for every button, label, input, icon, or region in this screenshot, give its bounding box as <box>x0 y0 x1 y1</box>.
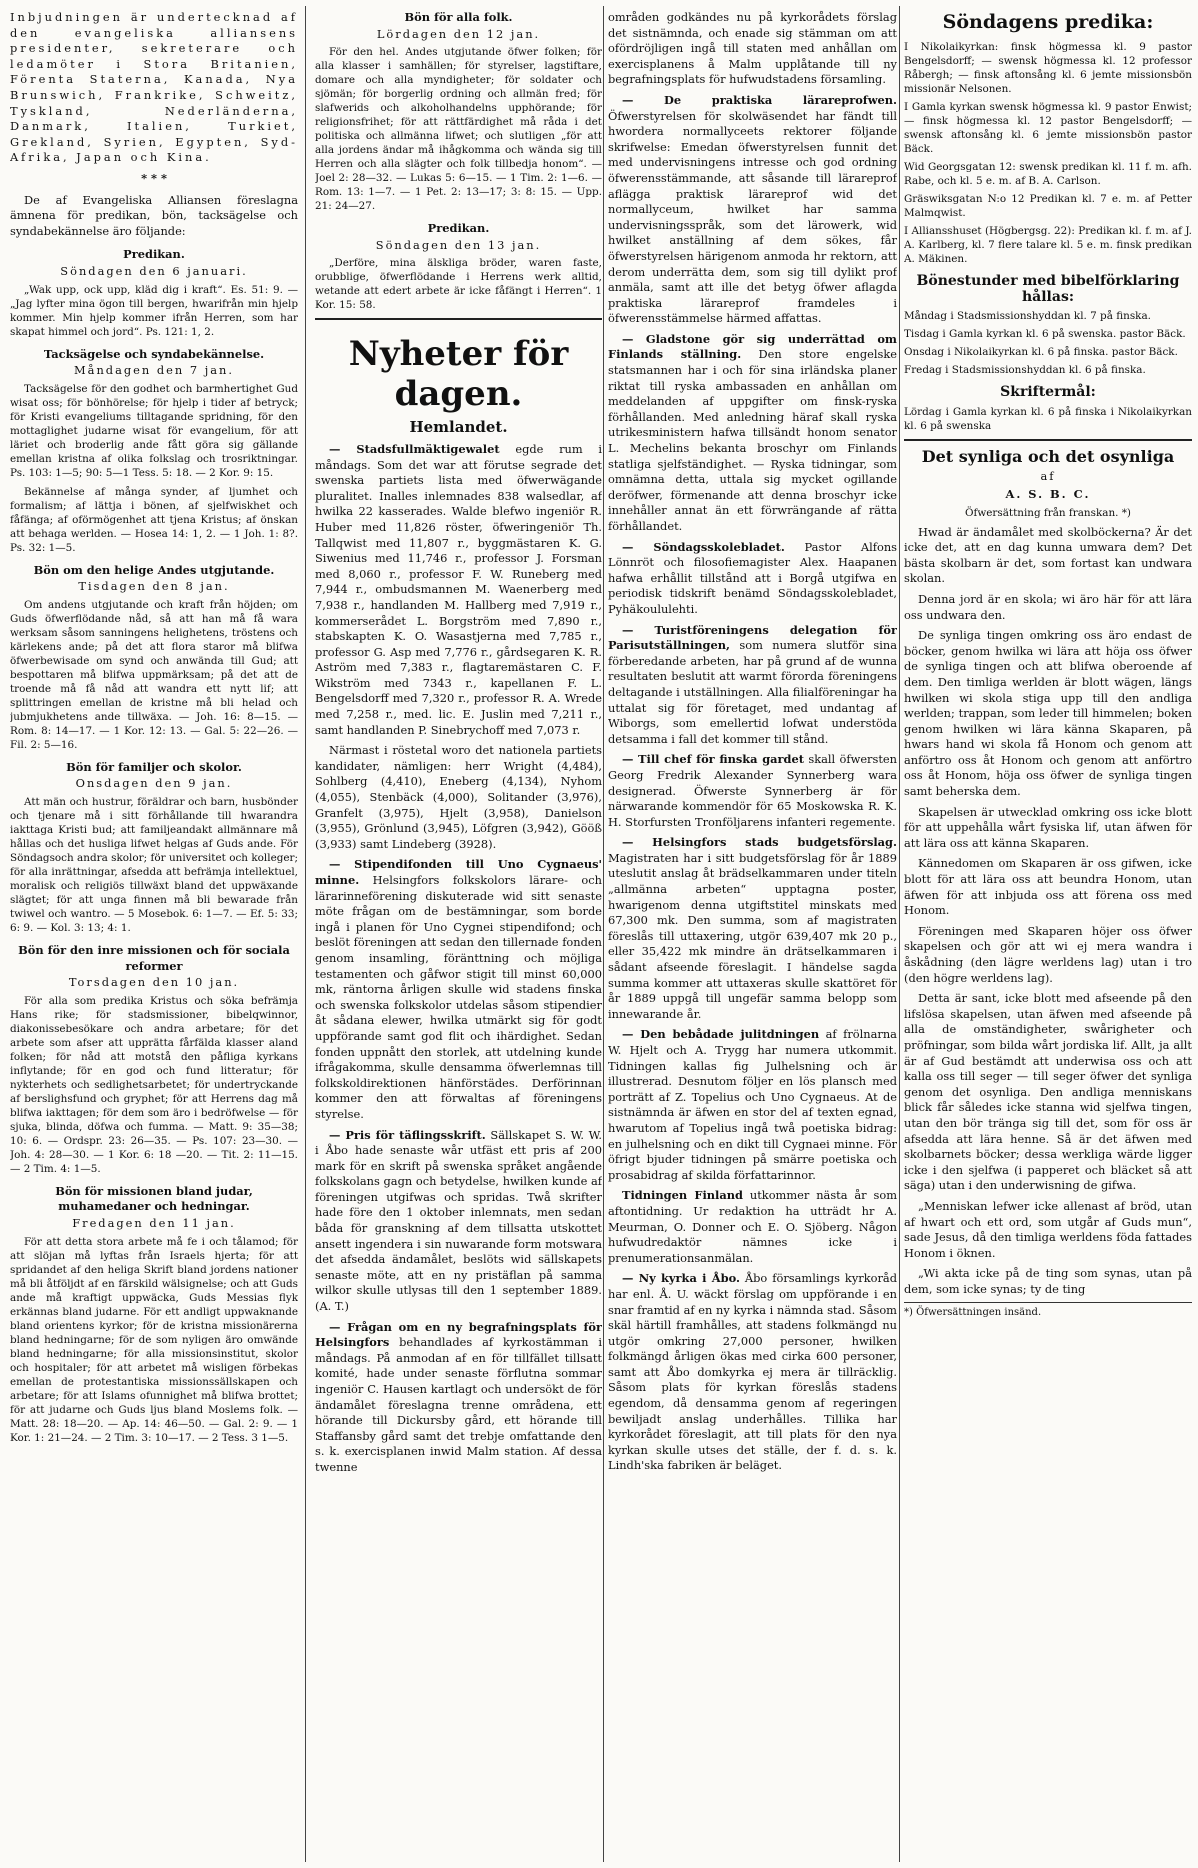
news-headline: Tidningen Finland <box>622 1188 744 1203</box>
news-text: egde rum i måndags. Som det war att förutse segrade det swenska partiets lista med öfwerwägande pluralitet. Inalles inlemnades 838 walsedlar, af hwilka 22 kasserades. Walde blefwo ingeniör R. Huber med 11,826 röster, öfweringeniör Th. Tallqwist med 11,807 r., byggmästaren K. G. Siwenius med 11,746 r., professor J. Forsman med 8,060 r., professor F. W. Runeberg med 7,944 r., ombudsmannen M. Waenerberg med 7,938 r., handlanden M. Hallberg med 7,919 r., kommerserådet L. Borgström med 7,890 r., stabskapten K. O. Wasastjerna med 7,785 r., professor G. Asp med 7,776 r., gårdsegaren K. R. Aström med 7,383 r., flagtaremästaren C. F. Wikström med 7343 r., kapellanen F. L. Bengelsdorff med 7,320 r., professor R. A. Wrede med 7,258 r., med. lic. E. Juslin med 7,211 r., samt handlanden P. Sinebrychoff med 7,073 r. <box>315 441 602 737</box>
article-paragraph: Föreningen med Skaparen höjer oss öfwer skapelsen och gör att wi ej mera wandra i åskådning (den lägre werldens lag) utan i tro (den högre werldens lag). <box>904 923 1192 985</box>
column-rule <box>603 6 604 1862</box>
date-line: Söndagen den 6 januari. <box>60 263 248 278</box>
paragraph: Om andens utgjutande och kraft från höjden; om Guds öfwerflödande nåd, så att han må få wara werksam såsom sanningens helighetens, tröstens och kärlekens ande; på det att flora staror må blifwa öfwerbewisade om synd och anwända till Gud; att bespottaren må blifwa uppmärksam; på det att de troende må få nåd att wandra ett nytt lif; att splittringen emellan de kristne må bli helad och jubmjukhetens ande tillwäxa. — Joh. 16: 8—15. — Rom. 8: 14—17. — 1 Kor. 12: 13. — Gal. 5: 22—26. — Fil. 2: 5—16. <box>10 598 298 751</box>
lead-paragraph: De af Evangeliska Alliansen föreslagna ämnena för predikan, bön, tacksägelse och syndabekännelse äro följande: <box>10 192 298 238</box>
date-line: Söndagen den 13 jan. <box>375 237 542 252</box>
prayer-listing: Tisdag i Gamla kyrkan kl. 6 på swenska. pastor Bäck. <box>904 328 1186 341</box>
column-1 <box>10 10 298 1860</box>
date-line: Måndagen den 7 jan. <box>74 363 234 378</box>
news-headline: — Pris för täflingsskrift. <box>329 1127 486 1142</box>
heading-familjer: Bön för familjer och skolor. <box>66 759 242 774</box>
paragraph: Bekännelse af många synder, af ljumhet och formalism; af lättja i bönen, af sjelfwiskhet och fåfänga; af oförmögenhet att tjena Kristus; af önskan att behaga werlden. — Hosea 14: 1, 2. — 1 Joh. 1: 8?. Ps. 32: 1—5. <box>10 485 298 554</box>
divider <box>315 318 602 320</box>
heading-predikan: Predikan. <box>123 247 185 262</box>
sermon-listing: I Gamla kyrkan swensk högmessa kl. 9 pastor Enwist; — finsk högmessa kl. 12 pastor Bengelsdorff; — swensk aftonsång kl. 6 jemte missionsbön pastor Bäck. <box>904 101 1192 155</box>
news-headline: — Ny kyrka i Åbo. <box>622 1271 740 1286</box>
column-rule <box>305 6 306 1862</box>
paragraph: För den hel. Andes utgjutande öfwer folken; för alla klasser i samhällen; för styrelser, lagstiftare, domare och alla myndigheter; för soldater och sjömän; för borgerlig ordning och allmän fred; för slafwerids och alkoholhandelns upphörande; för religionsfrihet; för att rättfärdighet må råda i det politiska och allmänna lifwet; och slutligen „för att alla jordens ändar må ihågkomma och wända sig till Herren och alla slägter och folk tillbedja honom“. — Joel 2: 28—32. — Lukas 5: 6—15. — 1 Tim. 2: 1—6. — Rom. 13: 1—7. — 1 Pet. 2: 13—17; 3: 8: 15. — Upp. 21: 24—27. <box>315 46 602 213</box>
column-2 <box>315 10 602 1860</box>
article-paragraph: „Menniskan lefwer icke allenast af bröd, utan af hwart och ett ord, som utgår af Guds mun“, sade Jesus, då den timliga werldens föda fattades Honom i öknen. <box>904 1198 1192 1260</box>
news-text: behandlades af kyrkostämman i måndags. På anmodan af en för tillfället tillsatt komité, hade under senaste förflutna sommar ingeniör C. Hausen kartlagt och undersökt de för ändamålet föreslagna trenne områdena, ett hörande till Dickursby gård, ett hörande till Staffansby gård samt det trebje omfattande den s. k. exercisplanen inwid Malm station. Af dessa twenne <box>315 1335 602 1474</box>
news-text: af frölnarna W. Hjelt och A. Trygg har numera utkommit. Tidningen kallas fig Julhelsning och är illustrerad. Desnutom följer en lös plansch med porträtt af Z. Topelius och Uno Cygnaeus. At de sistnämnda är äfwen en stor del af texten egnad, hwarutom af Topelius ingå twå poetiska bidrag: en julhelsning och en dikt till Cygnaei minne. För öfrigt bjuder tidningen på smärre poetiska och prosabidrag af skilda författarinnor. <box>608 1027 897 1182</box>
section-title: Hemlandet. <box>409 418 508 437</box>
scripture-text: „Wak upp, ock upp, kläd dig i kraft“. Es. 51: 9. — „Jag lyfter mina ögon till bergen, hwarifrån min hjelp kommer. Min hjelp kommer ifrån Herren, som har skapat himmel och jord“. Ps. 121: 1, 2. <box>10 283 298 338</box>
section-stars: * * * <box>141 170 167 185</box>
news-text: områden godkändes nu på kyrkorådets förslag det sistnämnda, och enade sig stämman om att ofördröjligen ingå till staten med anhållan om exercisplanens å Malm upplåtande till ny begrafningsplats för hufwudstadens församling. <box>608 10 897 87</box>
column-4 <box>904 10 1192 1860</box>
date-line: Lördagen den 12 jan. <box>376 26 541 41</box>
news-headline: — Turistföreningens delegation för Parisutställningen, <box>608 622 897 653</box>
article-author: A. S. B. C. <box>1005 487 1091 502</box>
news-text: Sällskapet S. W. W. i Åbo hade senaste wår utfäst ett pris af 200 mark för en skrift på swenska språket angående folkskolans gagn och betydelse, hwilken kunde af föreningen utgifwas och spridas. Twå skrifter hade före den 1 oktober inlemnats, men sedan båda för granskning af dem tillsatta utskottet ansett ingendera i sin nuwarande form motswara det afsedda ändamålet, beslöts wid sällskapets senaste möte, att en ny pristäflan på samma wilkor skulle utlysas till den 1 september 1889. (A. T.) <box>315 1127 602 1314</box>
sermon-listing: I Alliansshuset (Högbergsg. 22): Predikan kl. f. m. af J. A. Karlberg, kl. 7 flere talare kl. 5 e. m. finsk predikan A. Mäkinen. <box>904 225 1192 265</box>
article-note: Öfwersättning från franskan. *) <box>965 506 1131 519</box>
article-paragraph: Skapelsen är utwecklad omkring oss icke blott för att uppehålla wårt fysiska lif, utan äfwen för att lära oss att känna Skaparen. <box>904 804 1192 850</box>
news-text: Magistraten har i sitt budgetsförslag för år 1889 uteslutit anslag åt brädselkammaren under titeln „allmänna arbeten“ upptagna poster, hwarigenom denna utgiftstitel minskats med 67,300 mk. Den summa, som af magistraten föreslås till uttaxering, utgör 639,407 mk 20 p., eller 35,422 mk mindre än drätselkammaren i sådant afseende föreslagit. I händelse sagda summa kommer att uttaxeras skulle skattöret för år 1889 uppgå till ungefär samma belopp som innewarande år. <box>608 850 897 1021</box>
heading-helige-ande: Bön om den helige Andes utgjutande. <box>33 562 275 577</box>
article-paragraph: Denna jord är en skola; wi äro här för att lära oss undwara den. <box>904 591 1192 622</box>
news-headline: — Söndagsskolebladet. <box>622 539 785 554</box>
article-paragraph: Kännedomen om Skaparen är oss gifwen, icke blott för att lära oss att beundra Honom, utan äfwen för att inbjuda oss att förena oss med Honom. <box>904 856 1192 918</box>
article-paragraph: De synliga tingen omkring oss äro endast de böcker, genom hwilka wi lära att höja oss öfwer de synliga tingen och att blifwa oberoende af dem. Den timliga werlden är blott wägen, längs hwilken wi skola stiga upp till den andliga werlden; trappan, som leder till himmelen; boken genom hwilken wi lära känna Skaparen, på hwars hand wi skola få Honom och genom att anförtro oss åt Honom och genom att anförtro oss åt Honom, höja oss öfwer de synliga tingen samt beherska dem. <box>904 628 1192 799</box>
heading-predikan: Predikan. <box>427 221 490 236</box>
prayer-hours-title: Bönestunder med bibelförklaring hållas: <box>916 273 1180 305</box>
news-text: Åbo församlings kyrkoråd har enl. Å. U. wäckt förslag om uppförande i en snar framtid af en ny kyrka i nämnda stad. Såsom skäl härtill framhålles, att stadens folkmängd nu utgör omkring 27,000 personer, hwilken folkmängd årligen ökas med cirka 600 personer, samt att Åbo domkyrka ej mera är tillräcklig. Såsom plats för kyrkan föreslås stadens egendom, då densamma genom af regeringen bewiljadt anslag underhålles. Tillika har kyrkorådet föreslagit, att till plats för den nya kyrkan skulle utses det ställe, der f. d. s. k. Lindh'ska fabriken är beläget. <box>608 1271 897 1473</box>
news-text: Pastor Alfons Lönnröt och filosofiemagister Alex. Haapanen hafwa erhållit tillstånd att i Borgå utgifwa en periodisk tidskrift benämd Söndagsskolebladet, Pyhäkoululehti. <box>608 539 897 616</box>
confession-title: Skriftermål: <box>1000 384 1096 401</box>
news-headline: — Till chef för finska gardet <box>622 752 805 767</box>
heading-tacksagelse: Tacksägelse och syndabekännelse. <box>43 346 265 361</box>
news-text: Närmast i röstetal woro det nationela partiets kandidater, nämligen: herr Wright (4,484), Sohlberg (4,410), Eneberg (4,134), Nyhom (4,055), Stenbäck (4,000), Solitander (3,976), Granfelt (3,975), Hjelt (3,958), Danielson (3,955), Grönlund (3,945), Löfgren (3,942), Gööß (3,933) samt Lindeberg (3928). <box>315 743 602 851</box>
heading-missionen-judar: Bön för missionen bland judar, muhamedaner och hedningar. <box>55 1183 253 1214</box>
sermon-listing: Gräswiksgatan N:o 12 Predikan kl. 7 e. m. af Petter Malmqwist. <box>904 193 1192 219</box>
heading-alla-folk: Bön för alla folk. <box>404 10 513 24</box>
date-line: Onsdagen den 9 jan. <box>75 776 233 791</box>
article-paragraph: Hwad är ändamålet med skolböckerna? Är det icke det, att en dag kunna umwara dem? Det bästa skolbarn är det, som fortast kan undwara skolan. <box>904 524 1192 586</box>
intro-paragraph: Inbjudningen är undertecknad af den evangeliska alliansens presidenter, sekreterare och ledamöter i Stora Britanien, Förenta Staterna, Kanada, Nya Brunswich, Frankrike, Schweitz, Tyskland, Nederländerna, Danmark, Italien, Turkiet, Grekland, Syrien, Egypten, Syd-Afrika, Japan och Kina. <box>10 10 298 165</box>
date-line: Tisdagen den 8 jan. <box>78 579 230 594</box>
news-text: utkommer nästa år som aftontidning. Ur redaktion ha utträdt hr A. Meurman, O. Donner och E. O. Sjöberg. Någon hufwudredaktör nämnes icke i prenumerationsanmälan. <box>608 1188 897 1265</box>
prayer-listing: Måndag i Stadsmissionshyddan kl. 7 på finska. <box>904 310 1151 323</box>
date-line: Fredagen den 11 jan. <box>72 1216 236 1231</box>
prayer-listing: Onsdag i Nikolaikyrkan kl. 6 på finska. pastor Bäck. <box>904 346 1178 359</box>
news-text: Den store engelske statsmannen har i och för sina irländska planer riktat till ryska ambassaden en anhållan om meddelanden af uppgifter om finsk-ryska förhållanden. Med anledning häraf skall ryska utrikesministern hafwa tillsändt honom senator L. Mechelins bekanta broschyr om Finlands statliga sjelfständighet. — Ryska tidningar, som omnämna detta, uttala sig mycket ogillande deröfwer, förmenande att denna broschyr icke innehåller annat än ett förwrängande af rätta förhållandet. <box>608 347 897 533</box>
sermon-listing: Wid Georgsgatan 12: swensk predikan kl. 11 f. m. afh. Rabe, och kl. 5 e. m. af B. A. Carlson. <box>904 161 1192 187</box>
scripture-text: „Derföre, mina älskliga bröder, waren faste, orubblige, öfwerflödande i Herrens werk alltid, wetande att edert arbete är icke fåfängt i Herren“. 1 Kor. 15: 58. <box>315 257 602 312</box>
article-paragraph: Detta är sant, icke blott med afseende på den lifslösa skapelsen, utan äfwen med afseende på alla de omständigheter, swårigheter och pröfningar, som bilda wårt jordiska lif. Allt, ja allt är af Gud bestämdt att underwisa oss och att kalla oss till seger — till seger öfwer det synliga genom det osynliga. Den andliga menniskans blick får således icke stanna wid sjelfwa tingen, utan den bör tränga sig till det, som för oss är afsedda att lära henne. Så är det äfwen med skolbarnets böcker; dessa werkliga wärde ligger icke i den sjelfwa (i papperet och bläcket så att säga) utan i den underwisning de gifwa. <box>904 991 1192 1193</box>
footnote: *) Öfwersättningen insänd. <box>904 1302 1192 1319</box>
article-paragraph: „Wi akta icke på de ting som synas, utan på dem, som icke synas; ty de ting <box>904 1266 1192 1296</box>
sermon-listing: I Nikolaikyrkan: finsk högmessa kl. 9 pastor Bengelsdorff; — swensk högmessa kl. 12 professor Råbergh; — finsk aftonsång kl. 6 jemte missionsbön missionär Nelsonen. <box>904 41 1192 95</box>
news-headline: — Frågan om en ny begrafningsplats för Helsingfors <box>315 1319 602 1350</box>
paragraph: För alla som predika Kristus och söka befrämja Hans rike; för stadsmissioner, bibelqwinnor, diakonissebesökare och andra arbetare; för det arbete som afser att upprätta fårfälda klasser aland folken; för nåd att motstå den påfliga kyrkans inflytande; för en god och fund litteratur; för nykterhets och sedlighetsarbetet; för undertryckande af berslighsfund och gryphet; för att Herrens dag må blifwa iakttagen; för dem som äro i bedröfwelse — för sjuka, blinda, döfwa och fumma. — Matt. 9: 35—38; 10: 6. — Ordspr. 23: 26—35. — Ps. 107: 23—30. — Joh. 4: 28—30. — 1 Kor. 6: 18 —20. — Tit. 2: 11—15. — 2 Tim. 4: 1—5. <box>10 994 298 1175</box>
confession-listing: Lördag i Gamla kyrkan kl. 6 på finska i Nikolaikyrkan kl. 6 på swenska <box>904 405 1192 432</box>
sunday-sermons-title: Söndagens predika: <box>942 11 1154 33</box>
news-headline: — Stadsfullmäktigewalet <box>329 441 500 456</box>
column-rule <box>899 6 900 1862</box>
news-text: skall öfwersten Georg Fredrik Alexander Synnerberg wara designerad. Öfwerste Synnerberg är för närwarande kommendör för 65 Moskowska R. K. H. Storfursten Tronföljarens infanteri regemente. <box>608 752 897 829</box>
news-headline: — Helsingfors stads budgetsförslag. <box>622 835 897 850</box>
heading-inre-missionen: Bön för den inre missionen och för sociala reformer <box>18 943 290 973</box>
news-text: Öfwerstyrelsen för skolwäsendet har fändt till hwordera normallyceets rektorer följande skrifwelse: Emedan öfwerstyrelsen funnit det med undervisningens intresse och god ordning öfwerensstämmande, att såsande till lärareprof aflägga praktisk lärareprof wid det normallyceum, hwilket har samma undervisningsspråk, som det lärowerk, wid hwilket anställning af dem sökes, får öfwerstyrelsen härigenom anmoda hr rektorn, att derom underrätta dem, som sig till dylikt prof anmäla, samt att ille det betyg öfwer aflagda praktiska lärareprof framdeles i öfwerensstämmelse härmed affattas. <box>608 108 897 326</box>
divider <box>904 439 1192 441</box>
news-headline: — Den bebådade julitdningen <box>622 1027 820 1042</box>
news-text: som numera slutför sina förberedande arbeten, har på grund af de wunna resultaten beslutit att warmt förorda föreningens deltagande i utställningen. Alla filialföreningar ha uttalat sig för företaget, med undantag af Wiborgs, som emellertid lofwat understöda detsamma i fall det kommer till stånd. <box>608 638 897 746</box>
news-headline: — Stipendifonden till Uno Cygnaeus' minne. <box>315 857 602 887</box>
article-title: Det synliga och det osynliga <box>921 446 1175 466</box>
paragraph: Att män och hustrur, föräldrar och barn, husbönder och tjenare må i sitt förhållande till hwarandra iakttaga Kristi bud; att familjeandakt allmännare må hållas och det husliga lifwet helgas af Guds ande. För Söndagsoch andra skolor; för universitet och kolleger; för alla inrättningar, afsedda att befrämja intellektuel, moralisk och religiös tillwäxt bland det uppwäxande slägtet; för att unga finnen må bli bewarade från twiwel och wantro. — 5 Mosebok. 6: 1—7. — Ef. 5: 33; 6: 9. — Kol. 3: 13; 4: 1. <box>10 796 298 935</box>
article-byline-of: af <box>1040 468 1056 483</box>
paragraph: För att detta stora arbete må fe i och tålamod; för att slöjan må lyftas från Israels hjerta; för att spridandet af den heliga Skrift bland jordens nationer må bli åtföljdt af en färskild wälsignelse; och att Guds ande må kraftigt uppwäcka, Guds Messias flyk erkännas bland judarne. För ett andligt uppwaknande bland orientens kyrkor; för de kristna missionärerna bland hedningarne; för de som nyligen äro omwände bland hedningarne; för alla missionsinstitut, skolor och hospitaler; för att arbetet må wisligen förbekas emellan de protestantiska missionssällskapen och arbetare; för att Islams ofunnighet må blifwa brottet; för att judarne och Guds ljus bland Moslems folk. — Matt. 28: 18—20. — Ap. 14: 46—50. — Gal. 2: 9. — 1 Kor. 1: 21—24. — 2 Tim. 3: 10—17. — 2 Tess. 3 1—5. <box>10 1235 298 1444</box>
news-headline: — De praktiska lärareprofwen. <box>622 92 897 107</box>
masthead: Nyheter för dagen. <box>348 334 569 415</box>
date-line: Torsdagen den 10 jan. <box>68 975 240 990</box>
prayer-listing: Fredag i Stadsmissionshyddan kl. 6 på finska. <box>904 364 1146 377</box>
news-text: Helsingfors folkskolors lärare- och lärarinneförening diskuterade wid sitt senaste möte frågan om de bestämningar, som borde ingå i planen för Uno Cygnei stipendifond; och beslöt föreningen att sedan den tillernade fonden genom insamling, föränttning och möjliga testamenten och gåfwor stigit till minst 60,000 mk, räntorna årligen skulle wid stadens finska och swenska folkskolor utdelas såsom stipendier åt sådana elewer, hwilka utmärkt sig för godt uppförande samt god flit och ihärdighet. Sedan fonden uppnått den storlek, att utdelning kunde ifrågakomma, skulle densamma öfwerlemnas till folkskoldirektionen hänförstädes. Derförinnan kommer den att förwaltas af föreningens styrelse. <box>315 873 602 1121</box>
news-headline: — Gladstone gör sig underrättad om Finlands ställning. <box>608 331 897 362</box>
paragraph: Tacksägelse för den godhet och barmhertighet Gud wisat oss; för bönhörelse; för hjelp i tider af betryck; för Kristi evangeliums tilltagande spridning, för den mottaglighet judarne wisat för evangelium, för att läriet och broderlig ande fått göra sig gällande emellan kristna af olika folkslag och trosriktningar. Ps. 103: 1—5; 90: 5—1 Tess. 5: 18. — 2 Kor. 9: 15. <box>10 382 298 479</box>
column-3 <box>608 10 897 1860</box>
